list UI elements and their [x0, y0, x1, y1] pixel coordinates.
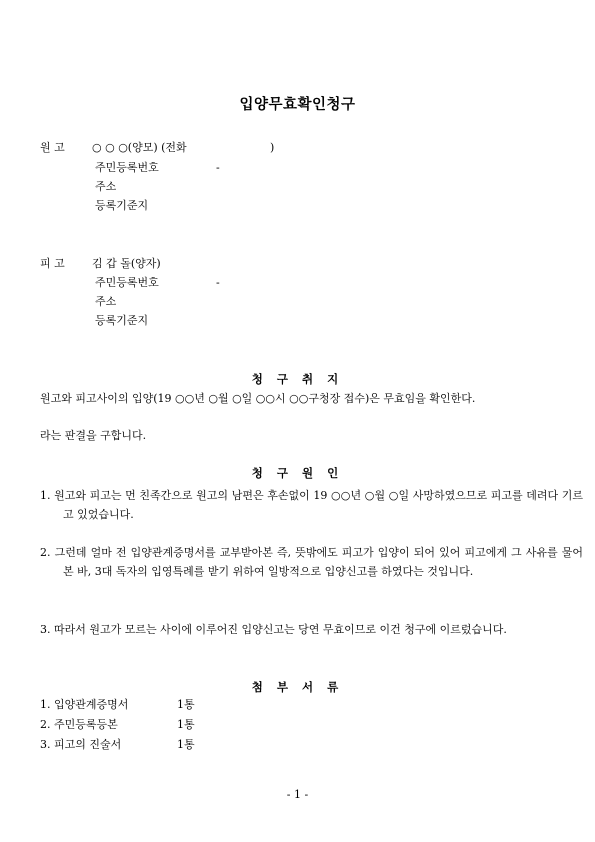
- defendant-id-dash: -: [216, 276, 220, 289]
- document-title: 입양무효확인청구: [239, 96, 356, 113]
- page-number: - 1 -: [286, 788, 309, 801]
- plaintiff-registry-label: 등록기준지: [95, 199, 149, 212]
- plaintiff-id-label: 주민등록번호: [95, 161, 159, 174]
- defendant-registry-label: 등록기준지: [95, 314, 149, 327]
- plaintiff-id-dash: -: [216, 161, 220, 174]
- claim-purpose-heading: 청 구 취 지: [251, 372, 344, 386]
- claim-cause-item: 2. 그런데 얼마 전 입양관계증명서를 교부받아본 즉, 뜻밖에도 피고가 입양이 되어 있어 피고에게 그 사유를 물어본 바, 3대 독자의 입영특례를 받기 위하여 일방적으로 입양신고를 하였다는 것입니다.: [40, 546, 583, 578]
- attachment-item-count: 1통: [177, 698, 195, 711]
- claim-cause-item: 3. 따라서 원고가 모르는 사이에 이루어진 입양신고는 당연 무효이므로 이건 청구에 이르렀습니다.: [40, 623, 507, 636]
- attachment-item-count: 1통: [177, 718, 195, 731]
- plaintiff-address-label: 주소: [95, 180, 117, 193]
- attachment-item-name: 1. 입양관계증명서: [40, 698, 129, 711]
- plaintiff-role-label: 원 고: [40, 141, 65, 154]
- defendant-id-label: 주민등록번호: [95, 276, 159, 289]
- defendant-role-label: 피 고: [40, 257, 65, 270]
- attachment-item-name: 3. 피고의 진술서: [40, 738, 122, 751]
- claim-cause-item: 1. 원고와 피고는 먼 친족간으로 원고의 남편은 후손없이 19 ○○년 ○월 ○일 사망하였으므로 피고를 데려다 기르고 있었습니다.: [40, 489, 583, 521]
- defendant-address-label: 주소: [95, 295, 117, 308]
- attachment-item-count: 1통: [177, 738, 195, 751]
- plaintiff-name: ○ ○ ○(양모) (전화: [92, 141, 187, 154]
- claim-purpose-closing: 라는 판결을 구합니다.: [40, 429, 147, 442]
- claim-purpose-text: 원고와 피고사이의 입양(19 ○○년 ○월 ○일 ○○시 ○○구청장 접수)은 무효임을 확인한다.: [40, 392, 476, 405]
- plaintiff-phone-close: ): [270, 141, 275, 154]
- attachment-item-name: 2. 주민등록등본: [40, 718, 118, 731]
- defendant-name: 김 갑 돌(양자): [92, 257, 161, 270]
- claim-cause-heading: 청 구 원 인: [251, 466, 344, 480]
- attachments-heading: 첨 부 서 류: [251, 680, 344, 694]
